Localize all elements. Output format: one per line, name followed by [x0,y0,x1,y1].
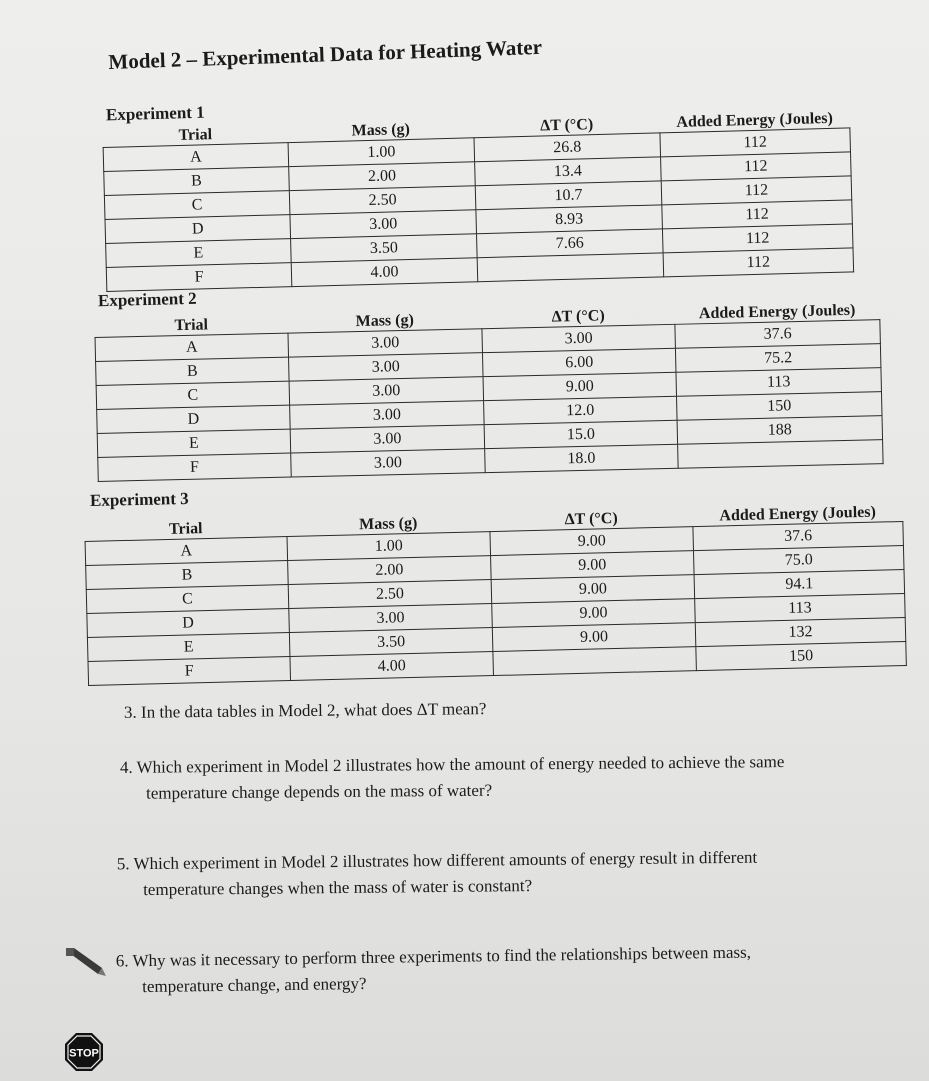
question-5-line1: 5. Which experiment in Model 2 illustrates how different amounts of energy result in different [116,847,758,874]
cell-delta-t: 6.00 [482,348,675,376]
cell-trial: A [103,143,289,172]
cell-mass: 3.00 [289,377,483,405]
cell-mass: 2.50 [289,186,476,215]
cell-energy: 150 [677,392,882,421]
cell-energy: 94.1 [694,569,905,598]
cell-trial: E [97,429,290,457]
cell-delta-t: 3.00 [482,324,675,352]
header-trial: Trial [174,316,209,335]
cell-mass: 3.00 [290,425,484,453]
cell-mass: 1.00 [288,138,475,167]
cell-mass: 3.50 [289,628,493,657]
cell-energy: 75.0 [693,545,904,574]
cell-energy: 112 [663,248,854,277]
cell-trial: B [96,357,289,385]
cell-delta-t: 10.7 [475,181,662,210]
cell-energy: 112 [660,128,851,157]
question-4 [120,749,785,807]
cell-delta-t: 7.66 [477,229,664,258]
cell-mass: 3.00 [290,210,477,239]
cell-trial: B [86,561,289,590]
header-trial: Trial [178,126,213,144]
experiment-table [84,498,907,686]
cell-trial: A [95,333,288,361]
cell-mass: 2.00 [288,556,492,585]
question-4-line1: 4. Which experiment in Model 2 illustrates how the amount of energy needed to achieve the same [119,752,785,777]
header-mass: Mass (g) [351,120,411,140]
cell-mass: 2.50 [288,580,492,609]
cell-delta-t: 26.8 [474,133,661,162]
cell-delta-t: 9.00 [483,372,676,400]
cell-delta-t: 18.0 [485,444,678,472]
cell-trial: C [96,381,289,409]
cell-energy: 113 [695,593,906,622]
header-mass: Mass (g) [355,311,415,331]
header-delta-t: ΔT (°C) [564,509,618,529]
cell-delta-t: 9.00 [492,599,696,628]
pencil-icon [66,948,106,976]
cell-delta-t: 9.00 [492,623,696,652]
header-delta-t: ΔT (°C) [551,307,605,326]
cell-energy: 188 [677,416,882,445]
cell-energy [678,440,883,469]
cell-mass: 4.00 [290,652,494,681]
cell-energy: 112 [661,152,852,181]
experiment-table [102,104,854,292]
cell-energy: 112 [662,224,853,253]
cell-trial: A [85,537,288,566]
question-6 [116,940,752,1001]
cell-trial: C [104,191,290,220]
experiment-table [94,296,884,482]
cell-mass: 3.00 [289,604,493,633]
cell-energy: 150 [696,641,907,670]
header-energy: Added Energy (Joules) [719,503,877,525]
cell-energy: 75.2 [675,344,880,373]
experiment-3-label: Experiment 3 [89,488,189,511]
cell-mass: 4.00 [291,258,478,287]
cell-delta-t: 8.93 [476,205,663,234]
cell-mass: 1.00 [287,532,491,561]
page-title: Model 2 – Experimental Data for Heating Water [108,34,543,74]
cell-delta-t: 15.0 [484,420,677,448]
cell-energy: 132 [695,617,906,646]
stop-sign-icon [64,1032,104,1072]
question-4-line2: temperature change depends on the mass of water? [146,780,493,803]
experiment-3-table [84,498,907,686]
cell-energy: 37.6 [675,320,880,349]
cell-delta-t: 9.00 [491,551,695,580]
experiment-1-table [102,104,854,292]
header-energy: Added Energy (Joules) [676,109,834,131]
cell-trial: D [105,215,291,244]
cell-mass: 3.00 [288,329,482,357]
cell-mass: 3.00 [289,353,483,381]
experiment-2-label: Experiment 2 [97,288,197,311]
header-energy: Added Energy (Joules) [698,301,856,323]
cell-mass: 2.00 [289,162,476,191]
experiment-1-label: Experiment 1 [105,102,205,125]
cell-mass: 3.00 [291,449,485,477]
header-delta-t: ΔT (°C) [539,116,594,135]
cell-trial: C [86,585,289,614]
cell-delta-t: 13.4 [475,157,662,186]
stop-sign-label: STOP [69,1047,99,1060]
cell-trial: E [106,239,292,268]
cell-trial: E [87,633,290,662]
cell-trial: B [104,167,290,196]
experiment-2-table [94,296,884,482]
header-mass: Mass (g) [358,514,418,534]
cell-delta-t: 9.00 [490,527,694,556]
cell-trial: F [88,657,291,686]
cell-energy: 113 [676,368,881,397]
question-5-line2: temperature changes when the mass of water is constant? [143,876,533,900]
cell-trial: D [87,609,290,638]
header-trial: Trial [168,520,203,538]
question-3 [124,696,487,726]
cell-delta-t [477,253,664,282]
question-6-line1: 6. Why was it necessary to perform three experiments to find the relationships between mass, [115,942,752,971]
cell-trial: D [97,405,290,433]
cell-delta-t [493,647,697,676]
cell-trial: F [106,263,292,292]
cell-energy: 112 [662,200,853,229]
question-5 [117,845,758,904]
question-3-line1: 3. In the data tables in Model 2, what does ΔT mean? [123,699,487,722]
cell-delta-t: 9.00 [491,575,695,604]
cell-delta-t: 12.0 [484,396,677,424]
cell-mass: 3.00 [290,401,484,429]
cell-energy: 37.6 [693,521,904,550]
cell-mass: 3.50 [291,234,478,263]
question-6-line2: temperature change, and energy? [142,973,367,997]
cell-trial: F [98,453,291,481]
cell-energy: 112 [661,176,852,205]
